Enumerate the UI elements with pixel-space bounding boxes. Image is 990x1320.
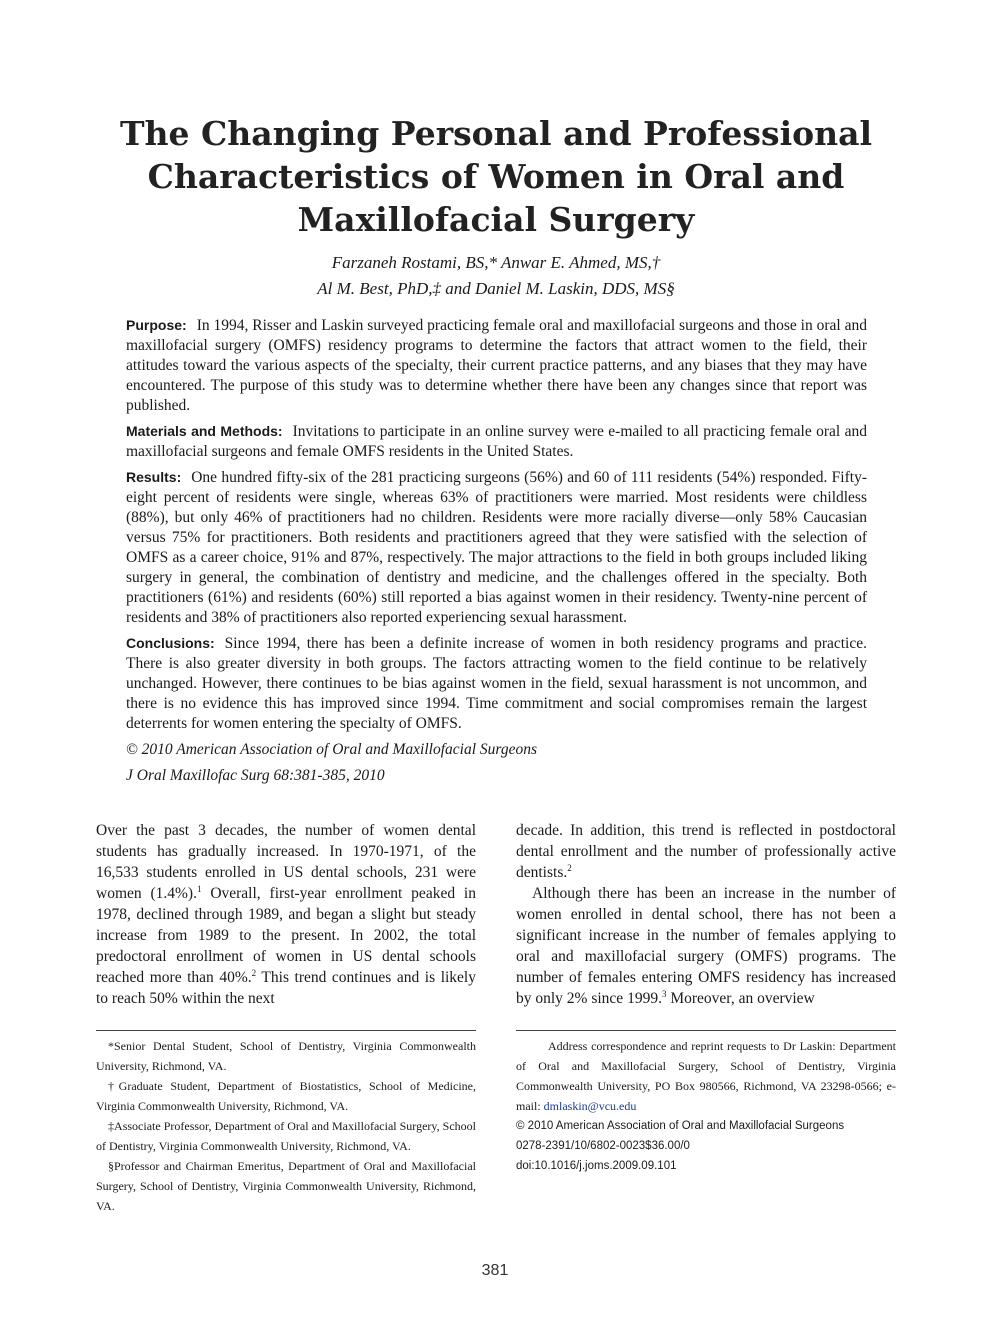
body-text: Overall, first-year enrollment peaked in 1978, declined through 1989, and began a slight but steady increase from 1989 to the present. In 2002, the total predoctoral enrollment of women in US dental schools reached more than 40%. [96, 885, 476, 986]
body-text: decade. In addition, this trend is reflected in postdoctoral dental enrollment and the number of professionally active dentists. [516, 822, 896, 881]
article-title: The Changing Personal and Professional Characteristics of Women in Oral and Maxillofacial Surgery [119, 114, 873, 239]
footnote-divider [96, 1030, 476, 1031]
issn-code: 0278-2391/10/6802-0023$36.00/0 [516, 1140, 690, 1152]
results-label: Results: [126, 469, 182, 485]
body-column-right [516, 820, 896, 1009]
abstract-results [126, 467, 867, 628]
body-text: Moreover, an overview [666, 990, 815, 1007]
doi-link[interactable]: doi:10.1016/j.joms.2009.09.101 [516, 1160, 677, 1172]
abstract [126, 315, 867, 791]
results-text: One hundred fifty-six of the 281 practicing surgeons (56%) and 60 of 111 residents (54%) responded. Fifty-eight percent of residents were single, whereas 63% of practitioners were married. Most residents were childless (88%), but only 46% of practitioners had no children. Residents were more racially diverse—only 58% Caucasian versus 75% for practitioners. Both residents and practitioners agreed that they were satisfied with the selection of OMFS as a career choice, 91% and 87%, respectively. The major attractions to the field in both groups included liking surgery in general, the combination of dentistry and medicine, and the challenges offered in the specialty. Both practitioners (61%) and residents (60%) still reported a bias against women in their residency. Twenty-nine percent of residents and 38% of practitioners also reported experiencing sexual harassment. [126, 469, 867, 626]
purpose-label: Purpose: [126, 317, 187, 333]
email-link[interactable]: dmlaskin@vcu.edu [543, 1099, 637, 1113]
reference-link[interactable]: 1 [196, 883, 202, 894]
affiliation-footnote: *Senior Dental Student, School of Dentistry, Virginia Commonwealth University, Richmond, VA. [96, 1039, 476, 1073]
footnote-divider [516, 1030, 896, 1031]
abstract-conclusions [126, 633, 867, 734]
author-affiliations [96, 1036, 476, 1216]
reference-link[interactable]: 3 [661, 988, 667, 999]
reference-link[interactable]: 2 [251, 967, 257, 978]
body-column-left [96, 820, 476, 1009]
affiliation-footnote: ‡Associate Professor, Department of Oral and Maxillofacial Surgery, School of Dentistry, Virginia Commonwealth University, Richmond, VA. [96, 1119, 476, 1153]
page-number: 381 [481, 1262, 509, 1279]
author-list [96, 250, 896, 302]
journal-citation: J Oral Maxillofac Surg 68:381-385, 2010 [126, 767, 385, 784]
authors-line-2: Al M. Best, PhD,‡ and Daniel M. Laskin, DDS, MS§ [317, 279, 675, 298]
footer-copyright: © 2010 American Association of Oral and Maxillofacial Surgeons [516, 1120, 845, 1132]
correspondence-address [516, 1036, 896, 1116]
conclusions-text: Since 1994, there has been a definite increase of women in both residency programs and practice. There is also greater diversity in both groups. The factors attracting women to the field continue to be relatively unchanged. However, there continues to be bias against women in the field, sexual harassment is not uncommon, and there is no evidence this has improved since 1994. Time commitment and social compromises remain the largest deterrents for women entering the specialty of OMFS. [126, 635, 867, 732]
correspondence-block [516, 1036, 896, 1176]
abstract-purpose [126, 315, 867, 416]
purpose-text: In 1994, Risser and Laskin surveyed practicing female oral and maxillofacial surgeons and those in oral and maxillofacial surgery (OMFS) residency programs to determine the factors that attract women to the field, their attitudes toward the various aspects of the specialty, their current practice patterns, and any biases that they may have encountered. The purpose of this study was to determine whether there have been any changes since that report was published. [126, 317, 867, 414]
authors-line-1: Farzaneh Rostami, BS,* Anwar E. Ahmed, MS,† [331, 253, 661, 272]
body-paragraph [516, 883, 896, 1009]
address-text: Address correspondence and reprint requests to Dr Laskin: Department of Oral and Maxillofacial Surgery, School of Dentistry, Virginia Commonwealth University, PO Box 980566, Richmond, VA 23298-0566; e-mail: [516, 1039, 896, 1113]
body-text: Over the past 3 decades, the number of women dental students has gradually increased. In 1970-1971, of the 16,533 students enrolled in US dental schools, 231 were women (1.4%). [96, 822, 476, 902]
methods-text: Invitations to participate in an online survey were e-mailed to all practicing female oral and maxillofacial surgeons and female OMFS residents in the United States. [126, 423, 867, 460]
body-paragraph [96, 820, 476, 1009]
conclusions-label: Conclusions: [126, 635, 215, 651]
methods-label: Materials and Methods: [126, 423, 283, 439]
abstract-methods [126, 421, 867, 462]
abstract-copyright: © 2010 American Association of Oral and Maxillofacial Surgeons [126, 741, 538, 758]
affiliation-footnote: §Professor and Chairman Emeritus, Department of Oral and Maxillofacial Surgery, School of Dentistry, Virginia Commonwealth University, Richmond, VA. [96, 1159, 476, 1213]
body-paragraph [516, 820, 896, 883]
body-text: This trend continues and is likely to reach 50% within the next [96, 969, 476, 1007]
affiliation-footnote: †Graduate Student, Department of Biostatistics, School of Medicine, Virginia Commonwealth University, Richmond, VA. [96, 1079, 476, 1113]
reference-link[interactable]: 2 [567, 862, 572, 873]
body-text: Although there has been an increase in the number of women enrolled in dental school, there has not been a significant increase in the number of females applying to oral and maxillofacial surgery (OMFS) programs. The number of females entering OMFS residency has increased by only 2% since 1999. [516, 885, 896, 1007]
